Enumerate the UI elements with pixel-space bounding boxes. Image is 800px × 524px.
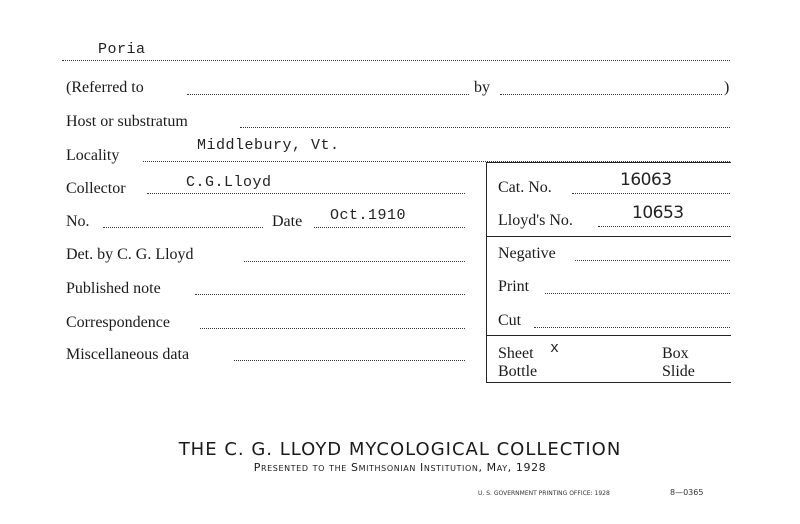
form-code: 8—0365 [670,488,704,497]
by-label: by [474,79,490,96]
right-box-bottom-border [486,382,731,383]
locality-label: Locality [66,147,120,164]
no-line [103,227,263,228]
lloyds-no-value: 10653 [632,203,684,223]
cat-no-value: 16063 [620,170,672,190]
det-by-line [244,261,465,262]
printer-credit: U. S. GOVERNMENT PRINTING OFFICE: 1928 [478,490,610,497]
right-box-top-border [486,162,731,163]
cut-label: Cut [498,312,522,329]
date-label: Date [272,213,303,230]
misc-line [234,360,465,361]
published-note-line [195,294,465,295]
referred-to-label: (Referred to [66,79,144,96]
right-box-left-border [486,162,487,382]
lloyds-no-label: Lloyd's No. [498,212,573,229]
host-label: Host or substratum [66,113,188,130]
collector-line [147,193,465,194]
close-paren: ) [724,79,730,96]
genus-line [62,60,730,61]
negative-label: Negative [498,245,556,262]
slide-label: Slide [662,363,695,380]
print-line [545,293,730,294]
published-note-label: Published note [66,280,161,297]
correspondence-line [200,328,465,329]
correspondence-label: Correspondence [66,314,170,331]
cat-no-label: Cat. No. [498,179,552,196]
right-box-mid-border [486,236,731,237]
collection-title: THE C. G. LLOYD MYCOLOGICAL COLLECTION [178,439,622,460]
by-line [500,94,722,95]
date-line [314,227,465,228]
no-label: No. [66,213,90,230]
collection-subtitle: Presented to the Smithsonian Institution, May, 1928 [253,461,547,474]
cat-no-line [572,193,730,194]
date-value: Oct.1910 [330,207,407,224]
misc-label: Miscellaneous data [66,346,190,363]
host-line [240,127,730,128]
lloyds-no-line [598,226,730,227]
referred-to-line [187,94,469,95]
bottle-label: Bottle [498,363,538,380]
sheet-mark: x [550,340,560,357]
right-box-sheet-border [486,335,731,336]
box-label: Box [662,345,689,362]
cut-line [534,327,730,328]
collector-value: C.G.Lloyd [186,174,272,191]
sheet-label: Sheet [498,345,534,362]
collector-label: Collector [66,180,126,197]
genus-value: Poria [98,41,146,58]
negative-line [575,260,730,261]
locality-value: Middlebury, Vt. [197,137,340,154]
print-label: Print [498,278,530,295]
det-by-label: Det. by C. G. Lloyd [66,246,194,263]
